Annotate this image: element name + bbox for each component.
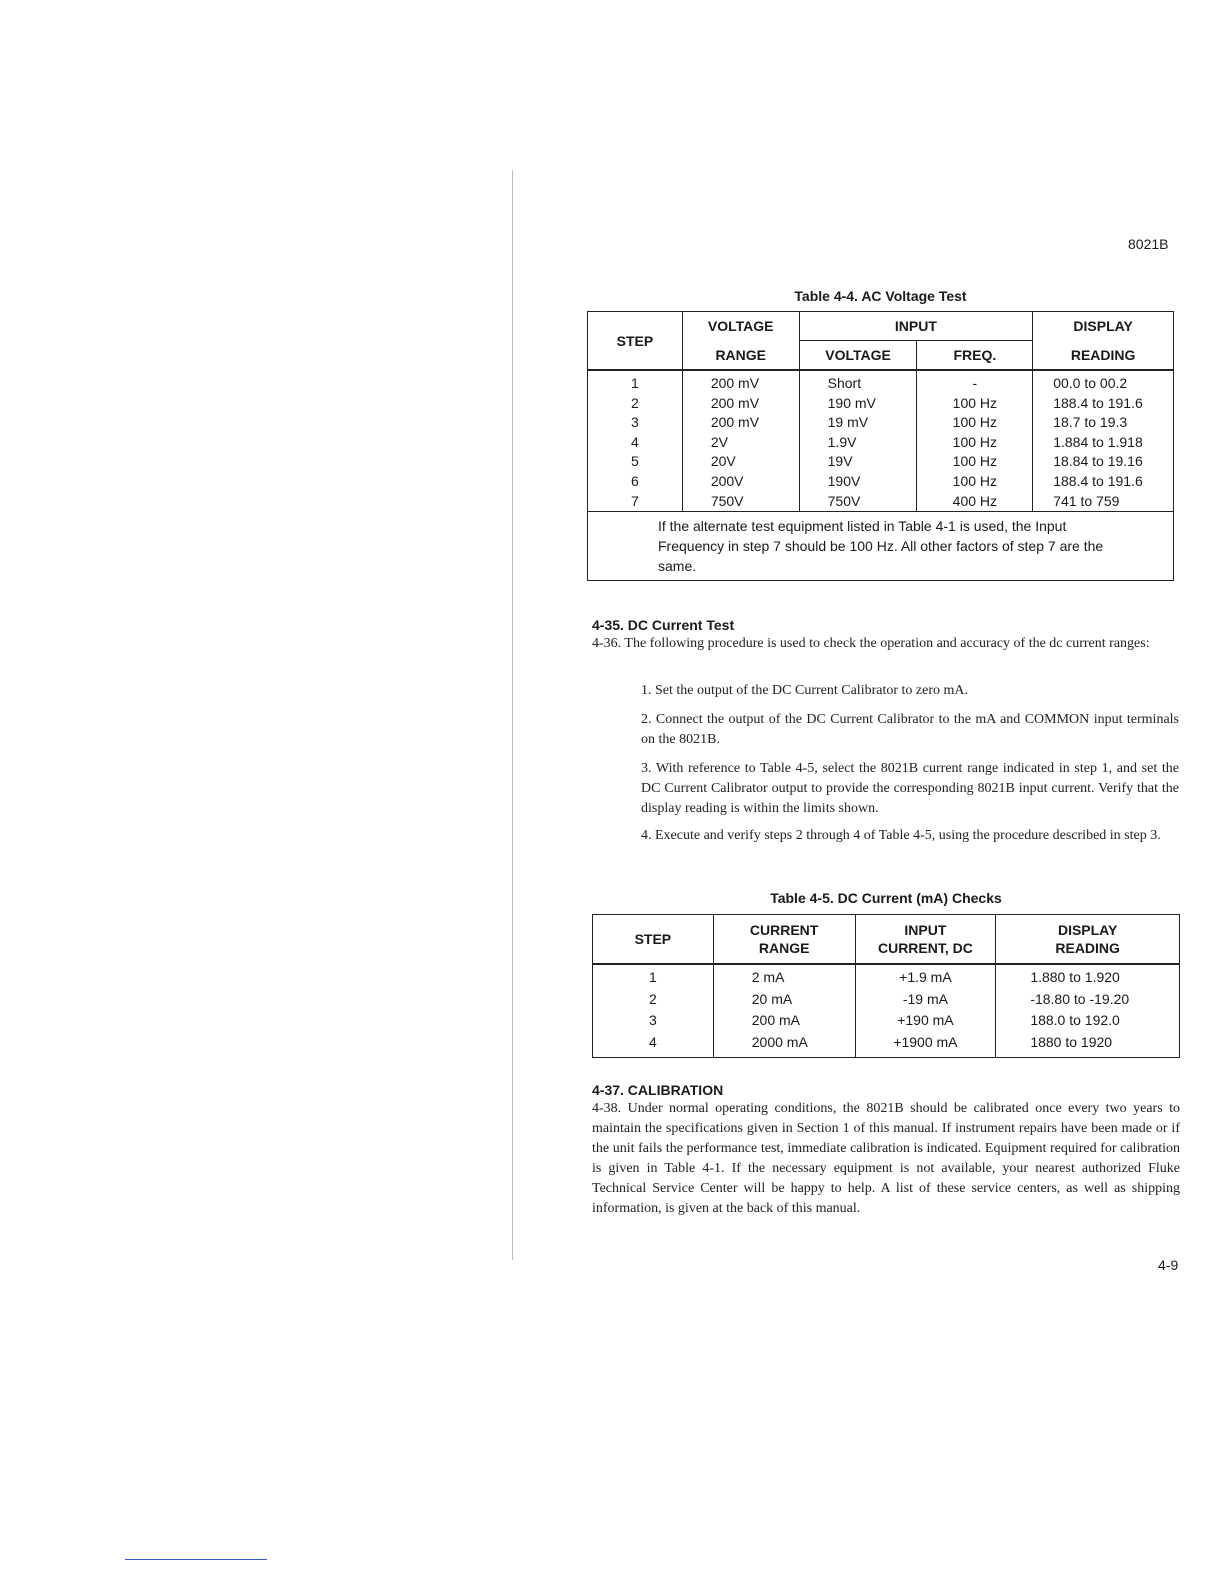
dc-step-4: 4. Execute and verify steps 2 through 4 of Table 4-5, using the procedure described in step 3.	[641, 828, 1161, 843]
dc-step-3: 3. With reference to Table 4-5, select the 8021B current range indicated in step 1, and set the DC Current Calibrator output to provide the corresponding 8021B input current. Verify that the display reading is within the limits shown.	[641, 761, 1179, 816]
cell-step: 1	[588, 370, 683, 394]
cell-voltage: 19V	[799, 452, 917, 472]
cell-freq: -	[917, 370, 1033, 394]
header-display-line1: DISPLAY	[1057, 922, 1118, 938]
cell-freq: 100 Hz	[917, 433, 1033, 453]
table-row	[588, 452, 1174, 472]
table-note: If the alternate test equipment listed in Table 4-1 is used, the Input Frequency in step 7 should be 100 Hz. All other factors of step 7 are the same.	[588, 512, 1174, 581]
page-number: 4-9	[1158, 1257, 1179, 1273]
cell-display: 18.7 to 19.3	[1033, 413, 1174, 433]
cell-step: 2	[588, 394, 683, 414]
dc-current-checks-table	[592, 914, 1180, 1058]
table-4-5-caption: Table 4-5. DC Current (mA) Checks	[770, 890, 1002, 906]
table-row	[588, 472, 1174, 492]
cell-range: 20 mA	[713, 989, 855, 1011]
header-input-freq: FREQ.	[917, 341, 1033, 371]
cell-range: 750V	[682, 492, 799, 512]
table-row	[588, 394, 1174, 414]
table-note-row	[588, 512, 1174, 581]
cell-step: 7	[588, 492, 683, 512]
dc-current-heading: 4-35. DC Current Test	[592, 617, 735, 633]
cell-step: 6	[588, 472, 683, 492]
cell-input: +1.9 mA	[855, 964, 996, 989]
cell-input: -19 mA	[855, 989, 996, 1011]
cell-range: 200 mA	[713, 1010, 855, 1032]
cell-freq: 100 Hz	[917, 413, 1033, 433]
cell-voltage: Short	[799, 370, 917, 394]
header-input-current-line2: CURRENT, DC	[877, 940, 973, 956]
cell-voltage: 190 mV	[799, 394, 917, 414]
cell-step: 4	[588, 433, 683, 453]
header-current-range-line2: RANGE	[758, 940, 810, 956]
table-row	[588, 370, 1174, 394]
model-number: 8021B	[1128, 236, 1169, 252]
cell-display: 00.0 to 00.2	[1033, 370, 1174, 394]
cell-display: 188.4 to 191.6	[1033, 394, 1174, 414]
cell-voltage: 750V	[799, 492, 917, 512]
cell-display: 1.884 to 1.918	[1033, 433, 1174, 453]
cell-range: 200V	[682, 472, 799, 492]
table-row	[588, 492, 1174, 512]
cell-range: 200 mV	[682, 394, 799, 414]
cell-range: 2 mA	[713, 964, 855, 989]
header-display-reading	[996, 915, 1180, 965]
cell-step: 3	[588, 413, 683, 433]
calibration-paragraph: 4-38. Under normal operating conditions, the 8021B should be calibrated once every two years to maintain the specifications given in Section 1 of this manual. If instrument repairs have been made or if the unit fails the performance test, immediate calibration is indicated. Equipment required for calibration is given in Table 4-1. If the necessary equipment is not available, your nearest authorized Fluke Technical Service Center will be happy to help. A list of these service centers, as well as shipping information, is given at the back of this manual.	[592, 1101, 1180, 1216]
cell-step: 3	[593, 1010, 714, 1032]
cell-display: 18.84 to 19.16	[1033, 452, 1174, 472]
header-display-line2: READING	[1033, 341, 1174, 371]
cell-display: 188.4 to 191.6	[1033, 472, 1174, 492]
header-input-current-line1: INPUT	[904, 922, 947, 938]
cell-range: 2000 mA	[713, 1032, 855, 1058]
cell-freq: 100 Hz	[917, 394, 1033, 414]
cell-display: 1880 to 1920	[996, 1032, 1180, 1058]
table-row	[593, 989, 1180, 1011]
cell-step: 5	[588, 452, 683, 472]
cell-step: 1	[593, 964, 714, 989]
table-4-4-caption: Table 4-4. AC Voltage Test	[794, 288, 967, 304]
table-row	[593, 1010, 1180, 1032]
cell-range: 200 mV	[682, 370, 799, 394]
cell-step: 4	[593, 1032, 714, 1058]
table-row	[593, 964, 1180, 989]
header-input-voltage: VOLTAGE	[799, 341, 917, 371]
header-input: INPUT	[799, 312, 1033, 341]
dc-step-2: 2. Connect the output of the DC Current Calibrator to the mA and COMMON input terminals on the 8021B.	[641, 712, 1179, 747]
cell-range: 200 mV	[682, 413, 799, 433]
table-row	[588, 413, 1174, 433]
header-step: STEP	[593, 915, 714, 965]
header-voltage-range-line1: VOLTAGE	[682, 312, 799, 341]
cell-voltage: 19 mV	[799, 413, 917, 433]
header-current-range-line1: CURRENT	[749, 922, 819, 938]
cell-range: 2V	[682, 433, 799, 453]
header-input-current	[855, 915, 996, 965]
cell-display: 188.0 to 192.0	[996, 1010, 1180, 1032]
cell-range: 20V	[682, 452, 799, 472]
bottom-rule	[125, 1559, 267, 1560]
scan-margin-line	[512, 170, 513, 1260]
cell-display: -18.80 to -19.20	[996, 989, 1180, 1011]
cell-voltage: 190V	[799, 472, 917, 492]
table-row	[593, 1032, 1180, 1058]
cell-voltage: 1.9V	[799, 433, 917, 453]
cell-step: 2	[593, 989, 714, 1011]
dc-current-intro: 4-36. The following procedure is used to check the operation and accuracy of the dc current ranges:	[592, 636, 1150, 651]
calibration-heading: 4-37. CALIBRATION	[592, 1082, 724, 1098]
table-row	[588, 433, 1174, 453]
cell-freq: 400 Hz	[917, 492, 1033, 512]
header-step: STEP	[588, 312, 683, 371]
dc-step-1: 1. Set the output of the DC Current Calibrator to zero mA.	[641, 683, 968, 698]
ac-voltage-test-table	[587, 311, 1174, 581]
cell-input: +190 mA	[855, 1010, 996, 1032]
header-current-range	[713, 915, 855, 965]
cell-input: +1900 mA	[855, 1032, 996, 1058]
header-voltage-range-line2: RANGE	[682, 341, 799, 371]
cell-freq: 100 Hz	[917, 472, 1033, 492]
cell-freq: 100 Hz	[917, 452, 1033, 472]
header-display-line1: DISPLAY	[1033, 312, 1174, 341]
cell-display: 1.880 to 1.920	[996, 964, 1180, 989]
cell-display: 741 to 759	[1033, 492, 1174, 512]
header-display-line2: READING	[1055, 940, 1120, 956]
